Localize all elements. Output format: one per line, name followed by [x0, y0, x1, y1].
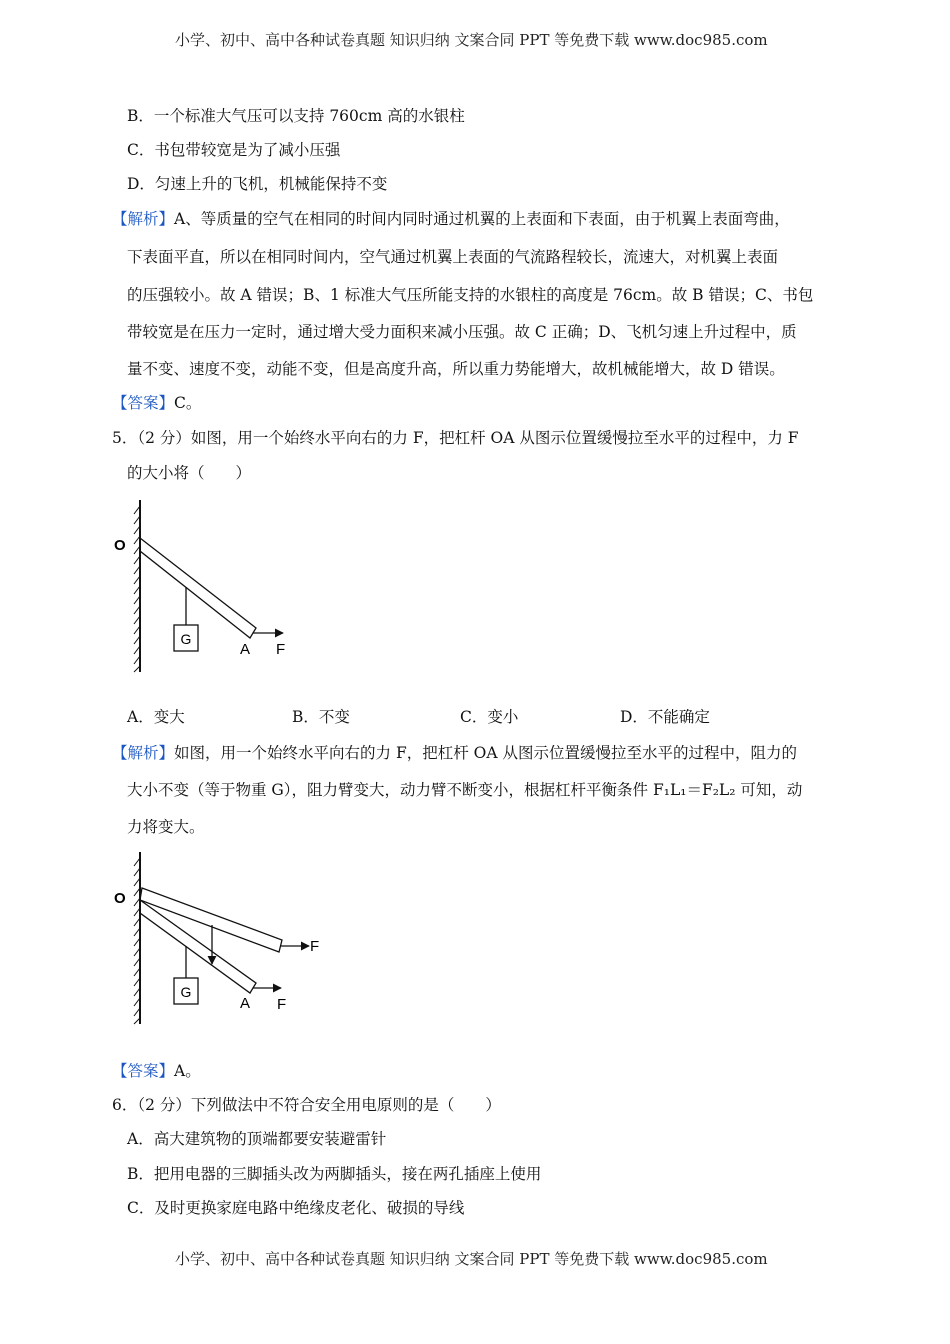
q4-analysis-line-4: 带较宽是在压力一定时，通过增大受力面积来减小压强。故 C 正确；D、飞机匀速上升过程中，质	[127, 323, 797, 341]
weight-label: G	[180, 984, 192, 1000]
q4-analysis-line-1	[112, 209, 790, 229]
q6-option-a: A．高大建筑物的顶端都要安装避雷针	[127, 1130, 387, 1148]
q4-answer	[112, 393, 201, 413]
q5-answer	[112, 1061, 201, 1081]
q5-option-b: B．不变	[292, 708, 350, 726]
lever-figure-2	[105, 845, 335, 1030]
analysis-text: A、等质量的空气在相同的时间内同时通过机翼的上表面和下表面，由于机翼上表面弯曲，	[174, 210, 790, 228]
q5-option-d: D．不能确定	[620, 708, 710, 726]
q5-stem-line-2: 的大小将（ ）	[127, 464, 252, 482]
analysis-text: 如图，用一个始终水平向右的力 F，把杠杆 OA 从图示位置缓慢拉至水平的过程中，阻力的	[174, 744, 797, 762]
pivot-label: O	[114, 537, 126, 554]
lever-bar-raised	[140, 888, 282, 952]
lever-bar	[140, 538, 256, 638]
q4-analysis-line-3: 的压强较小。故 A 错误；B、1 标准大气压所能支持的水银柱的高度是 76cm。故 B 错误；C、书包	[127, 286, 814, 304]
q4-option-d: D．匀速上升的飞机，机械能保持不变	[127, 175, 388, 193]
q5-option-c: C．变小	[460, 708, 519, 726]
page-footer: 小学、初中、高中各种试卷真题 知识归纳 文案合同 PPT 等免费下载 www.doc985.com	[175, 1250, 768, 1268]
force-label-initial: F	[277, 996, 287, 1013]
pivot-label: O	[114, 890, 126, 907]
q4-analysis-line-5: 量不变、速度不变，动能不变，但是高度升高，所以重力势能增大，故机械能增大，故 D 错误。	[127, 360, 785, 378]
q5-analysis-line-2: 大小不变（等于物重 G），阻力臂变大，动力臂不断变小，根据杠杆平衡条件 F₁L₁＝F₂L₂ 可知，动	[127, 781, 803, 799]
q6-stem: 6．（2 分）下列做法中不符合安全用电原则的是（ ）	[112, 1096, 501, 1114]
force-label: F	[276, 641, 286, 658]
q6-option-c: C．及时更换家庭电路中绝缘皮老化、破损的导线	[127, 1199, 465, 1217]
answer-text: A。	[174, 1062, 201, 1080]
q4-option-b: B．一个标准大气压可以支持 760cm 高的水银柱	[127, 107, 465, 125]
q5-option-a: A．变大	[127, 708, 185, 726]
lever-figure-1	[105, 495, 305, 680]
end-label: A	[240, 641, 251, 658]
q6-option-b: B．把用电器的三脚插头改为两脚插头，接在两孔插座上使用	[127, 1165, 542, 1183]
answer-tag: 【答案】	[112, 394, 175, 412]
page-header: 小学、初中、高中各种试卷真题 知识归纳 文案合同 PPT 等免费下载 www.doc985.com	[175, 31, 768, 49]
q5-stem-line-1: 5．（2 分）如图，用一个始终水平向右的力 F，把杠杆 OA 从图示位置缓慢拉至水平的过程中，力 F	[112, 429, 799, 447]
q5-analysis-line-3: 力将变大。	[127, 818, 205, 836]
end-label: A	[240, 995, 251, 1012]
q4-analysis-line-2: 下表面平直，所以在相同时间内，空气通过机翼上表面的气流路程较长，流速大，对机翼上表面	[127, 248, 779, 266]
weight-label: G	[180, 631, 192, 647]
answer-tag: 【答案】	[112, 1062, 175, 1080]
analysis-tag: 【解析】	[112, 744, 175, 762]
answer-text: C。	[174, 394, 202, 412]
force-label-raised: F	[310, 938, 320, 955]
q4-option-c: C．书包带较宽是为了减小压强	[127, 141, 341, 159]
analysis-tag: 【解析】	[112, 210, 175, 228]
q5-analysis-line-1	[112, 743, 797, 763]
